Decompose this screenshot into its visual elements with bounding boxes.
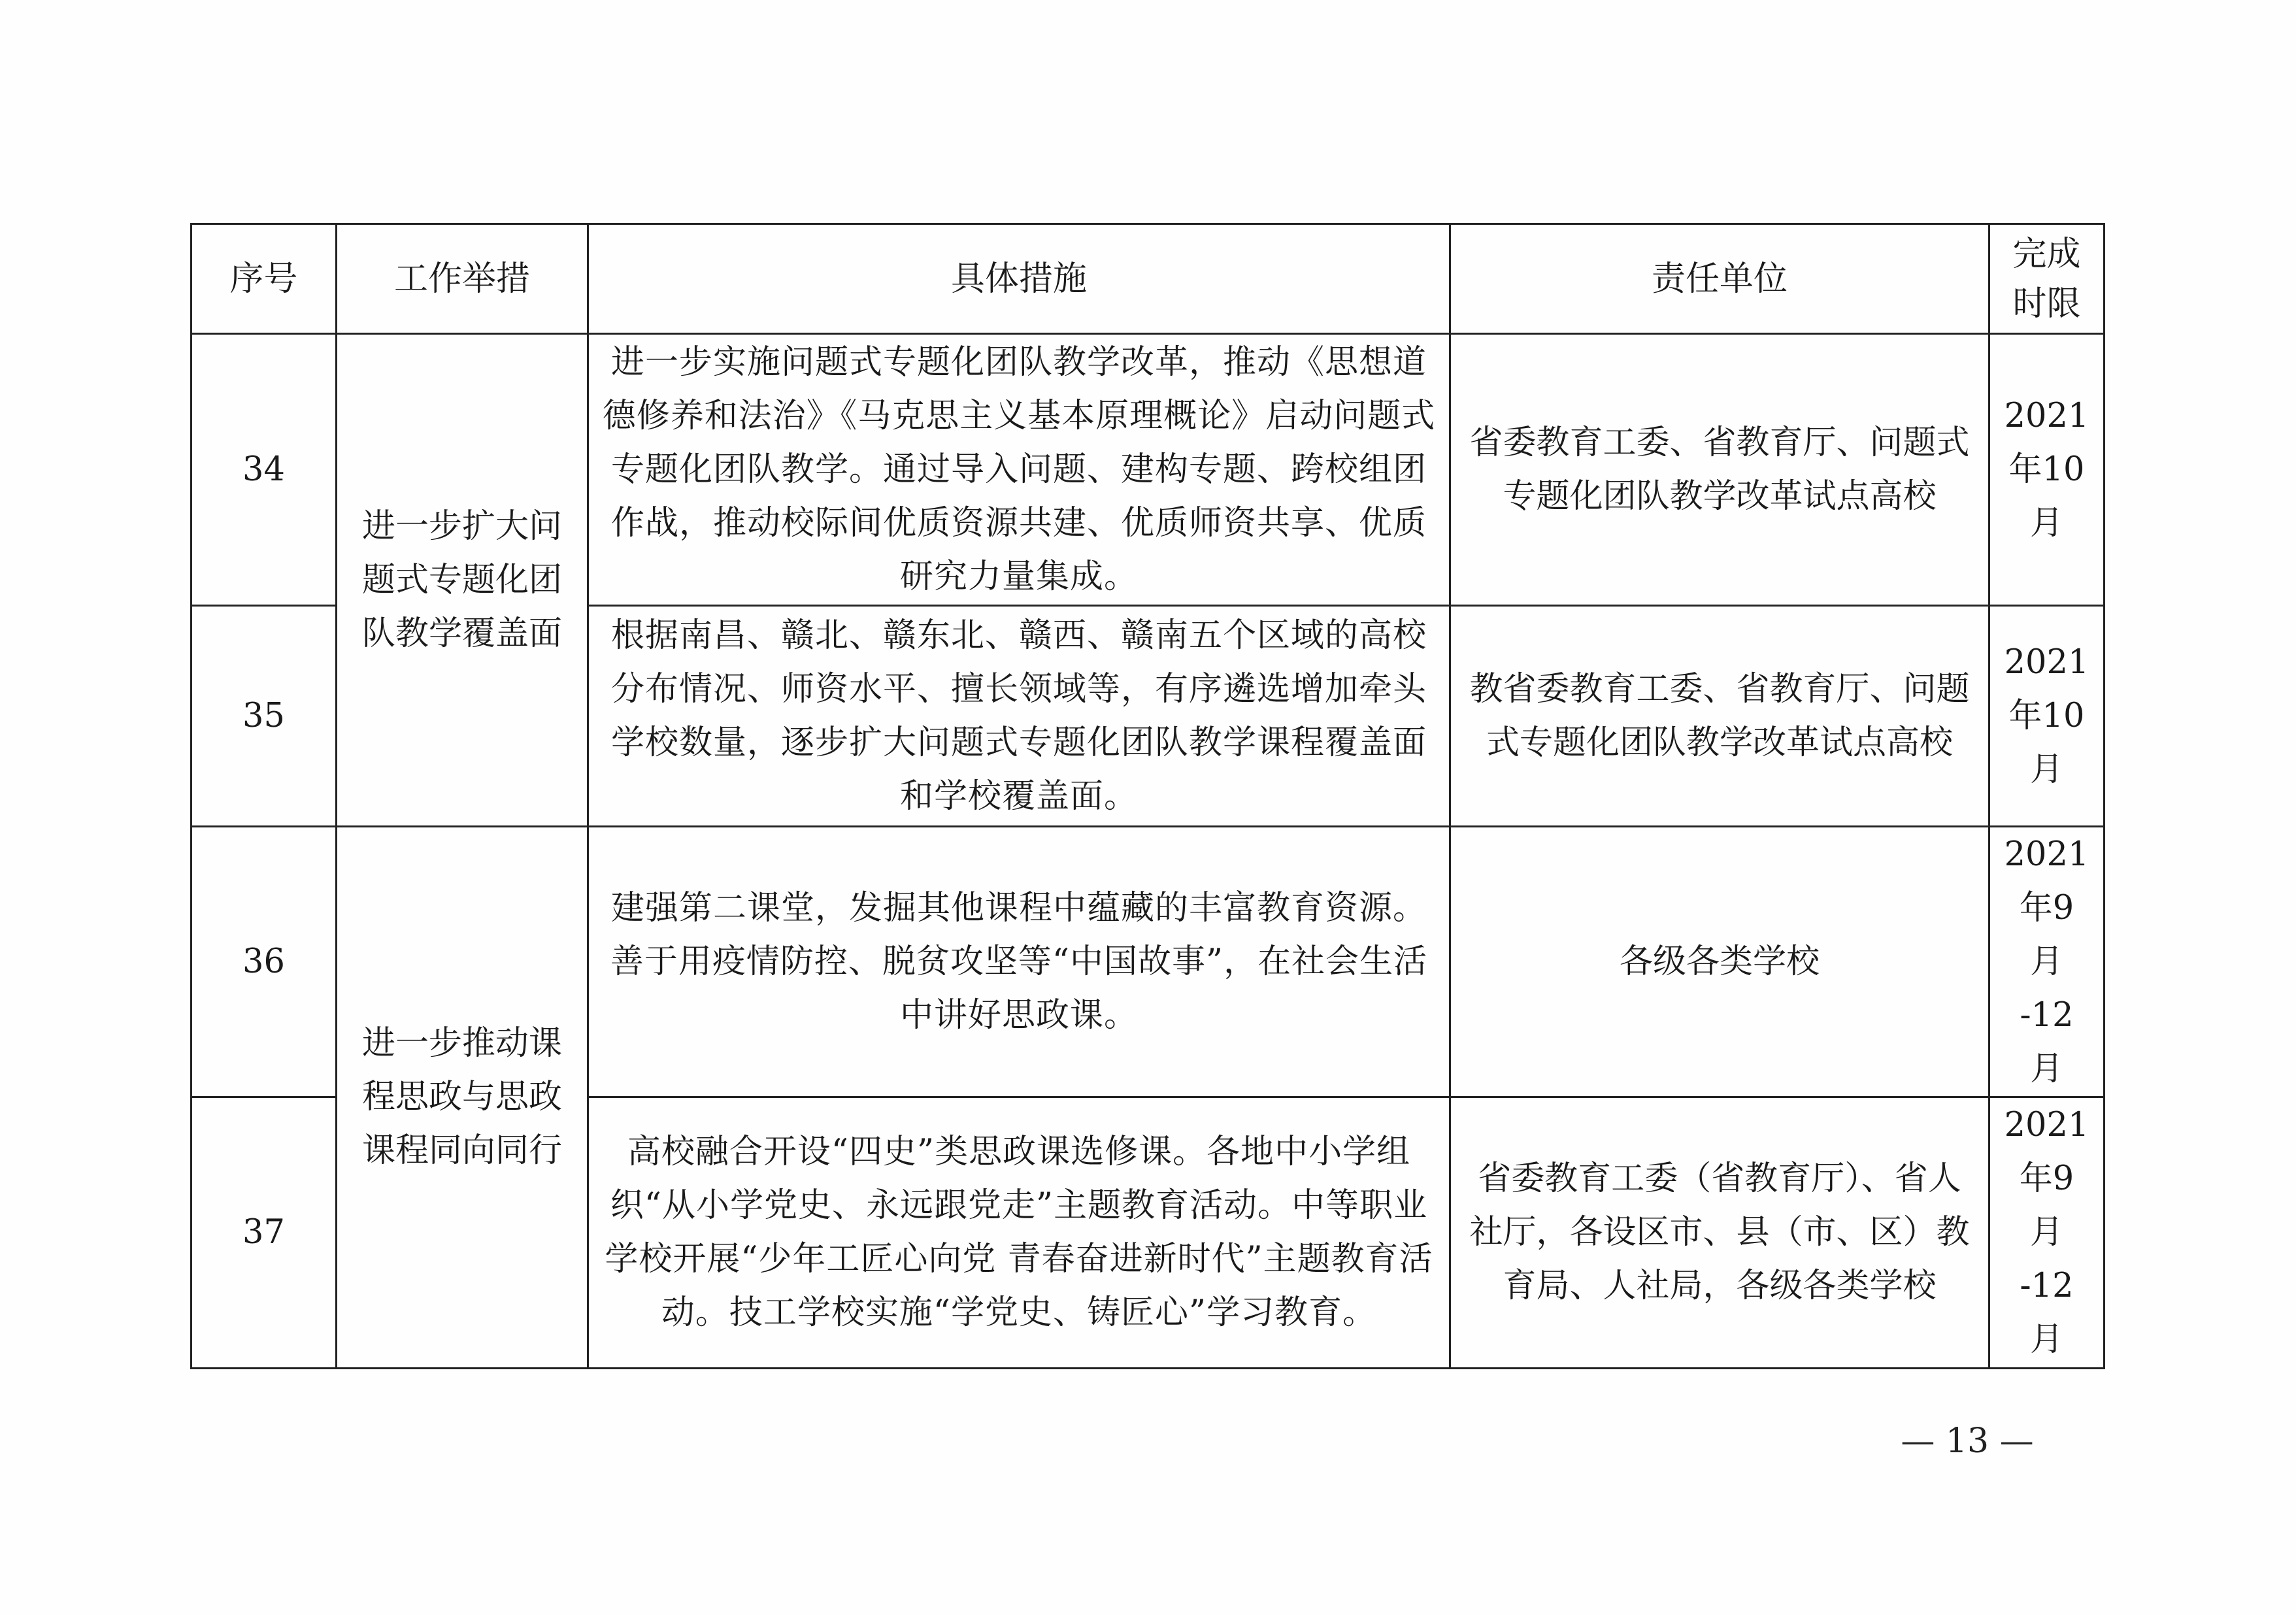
row-unit: 各级各类学校 xyxy=(1450,827,1989,1097)
row-time-line: 月 xyxy=(2029,503,2063,542)
page-number: — 13 — xyxy=(1901,1422,2034,1461)
row-time-line: 2021 xyxy=(2004,835,2089,874)
row-time xyxy=(1989,606,2105,827)
table-row xyxy=(191,334,2105,606)
row-index: 35 xyxy=(191,606,337,827)
row-action: 进一步扩大问题式专题化团队教学覆盖面 xyxy=(337,334,588,827)
row-index: 34 xyxy=(191,334,337,606)
header-time-line1: 完成 xyxy=(2012,234,2081,274)
row-time-line: 年9 xyxy=(2019,888,2074,927)
row-index: 36 xyxy=(191,827,337,1097)
row-time-line: 年10 xyxy=(2008,450,2085,489)
row-time-line: -12 xyxy=(2020,1267,2074,1305)
row-time-line: 月 xyxy=(2029,1320,2063,1359)
row-unit: 省委教育工委、省教育厅、问题式专题化团队教学改革试点高校 xyxy=(1450,334,1989,606)
header-measure: 具体措施 xyxy=(588,224,1450,334)
measures-table xyxy=(190,223,2105,1369)
row-time-line: -12 xyxy=(2020,995,2074,1035)
row-time-line: 月 xyxy=(2029,1049,2063,1088)
row-time xyxy=(1989,827,2105,1097)
row-measure: 高校融合开设“四史”类思政课选修课。各地中小学组织“从小学党史、永远跟党走”主题教育活动。中等职业学校开展“少年工匠心向党 青春奋进新时代”主题教育活动。技工学校实施“学党史、铸匠心”学习教育。 xyxy=(588,1097,1450,1369)
row-time-line: 月 xyxy=(2029,750,2063,789)
row-time-line: 年10 xyxy=(2008,696,2085,735)
header-time-line2: 时限 xyxy=(2012,284,2081,324)
row-time-line: 2021 xyxy=(2004,396,2089,435)
row-action: 进一步推动课程思政与思政课程同向同行 xyxy=(337,827,588,1369)
row-unit: 省委教育工委（省教育厅）、省人社厅，各设区市、县（市、区）教育局、人社局，各级各类学校 xyxy=(1450,1097,1989,1369)
row-index: 37 xyxy=(191,1097,337,1369)
row-time-line: 2021 xyxy=(2004,642,2089,682)
row-time-line: 月 xyxy=(2029,1213,2063,1252)
row-time-line: 年9 xyxy=(2019,1159,2074,1198)
row-time xyxy=(1989,1097,2105,1369)
row-measure: 建强第二课堂，发掘其他课程中蕴藏的丰富教育资源。善于用疫情防控、脱贫攻坚等“中国故事”，在社会生活中讲好思政课。 xyxy=(588,827,1450,1097)
header-time xyxy=(1989,224,2105,334)
header-index: 序号 xyxy=(191,224,337,334)
table-header-row xyxy=(191,224,2105,334)
header-unit: 责任单位 xyxy=(1450,224,1989,334)
row-measure: 进一步实施问题式专题化团队教学改革，推动《思想道德修养和法治》《马克思主义基本原理概论》启动问题式专题化团队教学。通过导入问题、建构专题、跨校组团作战，推动校际间优质资源共建、优质师资共享、优质研究力量集成。 xyxy=(588,334,1450,606)
header-action: 工作举措 xyxy=(337,224,588,334)
row-measure: 根据南昌、赣北、赣东北、赣西、赣南五个区域的高校分布情况、师资水平、擅长领域等，有序遴选增加牵头学校数量，逐步扩大问题式专题化团队教学课程覆盖面和学校覆盖面。 xyxy=(588,606,1450,827)
row-time-line: 月 xyxy=(2029,942,2063,981)
row-time-line: 2021 xyxy=(2004,1106,2089,1144)
row-time xyxy=(1989,334,2105,606)
row-unit: 教省委教育工委、省教育厅、问题式专题化团队教学改革试点高校 xyxy=(1450,606,1989,827)
table-row xyxy=(191,827,2105,1097)
